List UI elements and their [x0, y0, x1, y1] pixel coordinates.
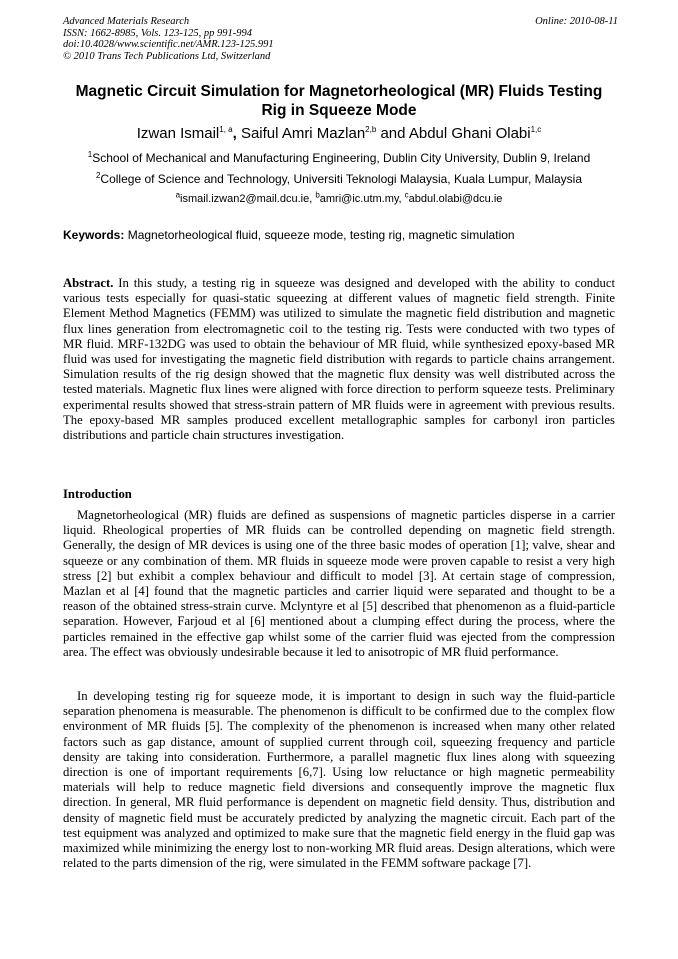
author-separator: and	[376, 125, 409, 142]
journal-header	[63, 16, 618, 62]
online-date: Online: 2010-08-11	[535, 16, 618, 27]
email[interactable]: ismail.izwan2@mail.dcu.ie,	[180, 193, 316, 205]
email[interactable]: abdul.olabi@dcu.ie	[408, 193, 503, 205]
author-separator: ,	[232, 125, 241, 142]
author-name: Abdul Ghani Olabi	[408, 125, 531, 142]
affiliation-1	[40, 151, 638, 165]
intro-paragraph-1: Magnetorheological (MR) fluids are defined as suspensions of magnetic particles disperse in a carrier liquid. Rheological properties of MR fluids can be controlled depending on magnetic field strength. Generally, the design of MR devices is using one of the three basic modes of operation [1]; valve, shear and squeeze or any combination of them. MR fluids in squeeze mode were proven capable to resist a very high stress [2] but exhibit a complex behaviour and difficult to model [3]. At certain stage of compression, Mazlan et al [4] found that the magnetic particles and carrier liquid were separated and thought to be a reason of the obtained stress-strain curve. Mclyntyre et al [5] described that phenomenon as a fluid-particle separation. However, Farjoud et al [6] mentioned about a clumping effect during the process, where the particles remained in the effective gap whilst some of the carrier fluid was ejected from the compression area. The effect was obviously undesirable because it led to anisotropic of MR fluid performance.	[63, 508, 615, 659]
copyright: © 2010 Trans Tech Publications Ltd, Switzerland	[63, 50, 271, 62]
title-line-1: Magnetic Circuit Simulation for Magnetorheological (MR) Fluids Testing	[75, 83, 603, 100]
issn: ISSN: 1662-8985, Vols. 123-125, pp 991-994	[63, 27, 252, 39]
abstract-text: In this study, a testing rig in squeeze was designed and developed with the ability to conduct various tests especially for quasi-static squeezing at different values of magnetic field strength. Finite Element Method Magnetics (FEMM) was utilized to simulate the magnetic field distribution and magnetic flux lines generation from electromagnetic coil to the testing rig. Tests were conducted with two types of MR fluid. MRF-132DG was used to obtain the behaviour of MR fluid, while synthesized epoxy-based MR fluid was used for investigating the magnetic field distribution with regards to particle chains arrangement. Simulation results of the rig design showed that the magnetic flux density was well distributed across the tested materials. Magnetic flux lines were aligned with force direction to perform squeeze tests. Preliminary experimental results showed that stress-strain pattern of MR fluids were in agreement with previous results. The epoxy-based MR samples produced excellent metallographic samples for carbonyl iron particles distributions and particle chain structures investigation.	[63, 276, 615, 443]
affiliation-text: College of Science and Technology, Universiti Teknologi Malaysia, Kuala Lumpur, Malaysia	[100, 172, 583, 186]
intro-paragraph-2: In developing testing rig for squeeze mode, it is important to design in such way the fluid-particle separation phenomena is measurable. The phenomenon is difficult to be confirmed due to the complex flow environment of MR fluids [5]. The complexity of the phenomenon is increased when many other related factors such as gap distance, amount of supplied current through coil, squeezing frequency and particle density are taking into consideration. Furthermore, a parallel magnetic flux lines along with squeezing direction is one of important requirements [6,7]. Using low reluctance or high magnetic permeability materials will help to reduce magnetic field diversions and consequently improve the magnetic flux direction. In general, MR fluid performance is dependent on magnetic field density. Thus, distribution and density of magnetic field must be accurately predicted by analyzing the magnetic circuit. Each part of the test equipment was analyzed and optimized to make sure that the magnetic field energy in the fluid gap was maximized while minimizing the energy lost to non-working MR fluid areas. Design alterations, which were related to the parts dimension of the rig, were simulated in the FEMM software package [7].	[63, 689, 615, 871]
keywords-text: Magnetorheological fluid, squeeze mode, testing rig, magnetic simulation	[124, 228, 515, 242]
keywords-label: Keywords:	[63, 228, 125, 242]
author-list	[40, 125, 638, 143]
email-sup: c	[404, 190, 409, 200]
journal-name: Advanced Materials Research	[63, 16, 190, 27]
email-sup: b	[315, 190, 320, 200]
author-name: Saiful Amri Mazlan	[240, 125, 366, 142]
section-heading-introduction: Introduction	[63, 487, 132, 501]
title-line-2: Rig in Squeeze Mode	[261, 102, 417, 119]
abstract	[63, 276, 615, 443]
author-sup: 2,b	[365, 125, 377, 134]
author-name: Izwan Ismail	[136, 125, 220, 142]
keywords	[63, 228, 618, 242]
author-emails	[40, 190, 638, 206]
email-sup: a	[175, 190, 181, 200]
affiliation-text: School of Mechanical and Manufacturing Engineering, Dublin City University, Dublin 9, Ireland	[92, 151, 591, 165]
affiliation-sup: 2	[95, 171, 101, 180]
paper-title	[40, 82, 638, 120]
author-sup: 1,c	[530, 125, 542, 134]
affiliation-2	[40, 172, 638, 186]
doi: doi:10.4028/www.scientific.net/AMR.123-125.991	[63, 39, 274, 50]
abstract-label: Abstract.	[63, 276, 114, 290]
email[interactable]: amri@ic.utm.my,	[319, 193, 405, 205]
affiliation-sup: 1	[87, 150, 93, 159]
author-sup: 1, a	[219, 125, 233, 134]
